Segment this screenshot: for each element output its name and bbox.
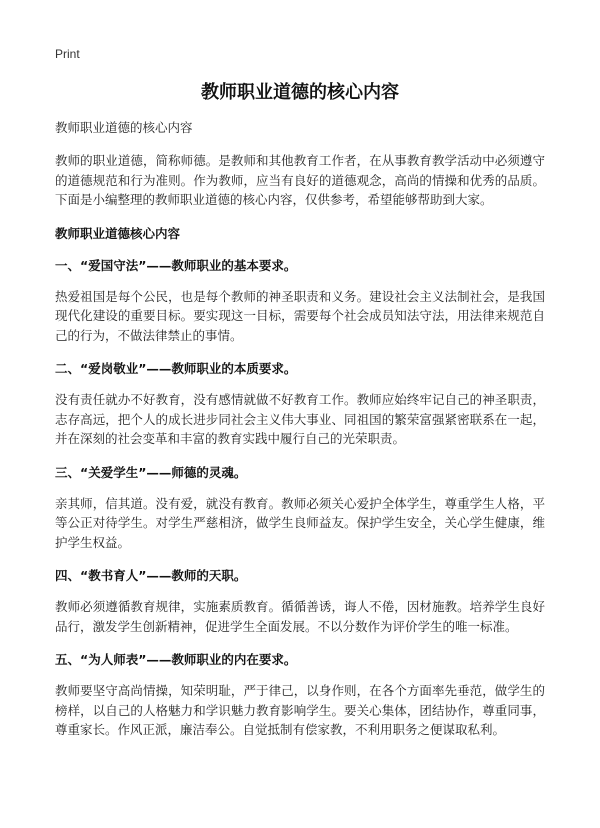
article-subtitle: 教师职业道德的核心内容 xyxy=(55,120,193,135)
item-heading-2: 二、“爱岗敬业”——教师职业的本质要求。 xyxy=(55,361,297,376)
print-link[interactable]: Print xyxy=(55,47,80,61)
item-body-4: 教师必须遵循教育规律，实施素质教育。循循善诱，诲人不倦，因材施教。培养学生良好品行，激发学生创新精神，促进学生全面发展。不以分数作为评价学生的唯一标准。 xyxy=(55,599,545,634)
item-body-1: 热爱祖国是每个公民，也是每个教师的神圣职责和义务。建设社会主义法制社会，是我国现代化建设的重要目标。要实现这一目标，需要每个社会成员知法守法，用法律来规范自己的行为，不做法律禁止的事情。 xyxy=(55,288,545,343)
item-body-2: 没有责任就办不好教育，没有感情就做不好教育工作。教师应始终牢记自己的神圣职责，志存高远，把个人的成长进步同社会主义伟大事业、同祖国的繁荣富强紧密联系在一起，并在深刻的社会变革和丰富的教育实践中履行自己的光荣职责。 xyxy=(55,392,545,446)
page-title: 教师职业道德的核心内容 xyxy=(201,82,399,103)
article-body xyxy=(55,118,545,754)
item-heading-3: 三、“关爱学生”——师德的灵魂。 xyxy=(55,464,247,480)
item-body-5: 教师要坚守高尚情操，知荣明耻，严于律己，以身作则，在各个方面率先垂范，做学生的榜样，以自己的人格魅力和学识魅力教育影响学生。要关心集体，团结协作，尊重同事，尊重家长。作风正派，廉洁奉公。自觉抵制有偿家教，不利用职务之便谋取私利。 xyxy=(55,683,545,737)
item-heading-4: 四、“教书育人”——教师的天职。 xyxy=(55,568,247,583)
intro-paragraph: 教师的职业道德，简称师德。是教师和其他教育工作者，在从事教育教学活动中必须遵守的道德规范和行为准则。作为教师，应当有良好的道德观念，高尚的情操和优秀的品质。下面是小编整理的教师职业道德的核心内容，仅供参考，希望能够帮助到大家。 xyxy=(55,153,545,207)
item-heading-1: 一、“爱国守法”——教师职业的基本要求。 xyxy=(55,257,297,273)
item-heading-5: 五、“为人师表”——教师职业的内在要求。 xyxy=(55,652,297,667)
item-body-3: 亲其师，信其道。没有爱，就没有教育。教师必须关心爱护全体学生，尊重学生人格，平等公正对待学生。对学生严慈相济，做学生良师益友。保护学生安全，关心学生健康，维护学生权益。 xyxy=(55,495,545,550)
section-heading: 教师职业道德核心内容 xyxy=(55,225,181,241)
